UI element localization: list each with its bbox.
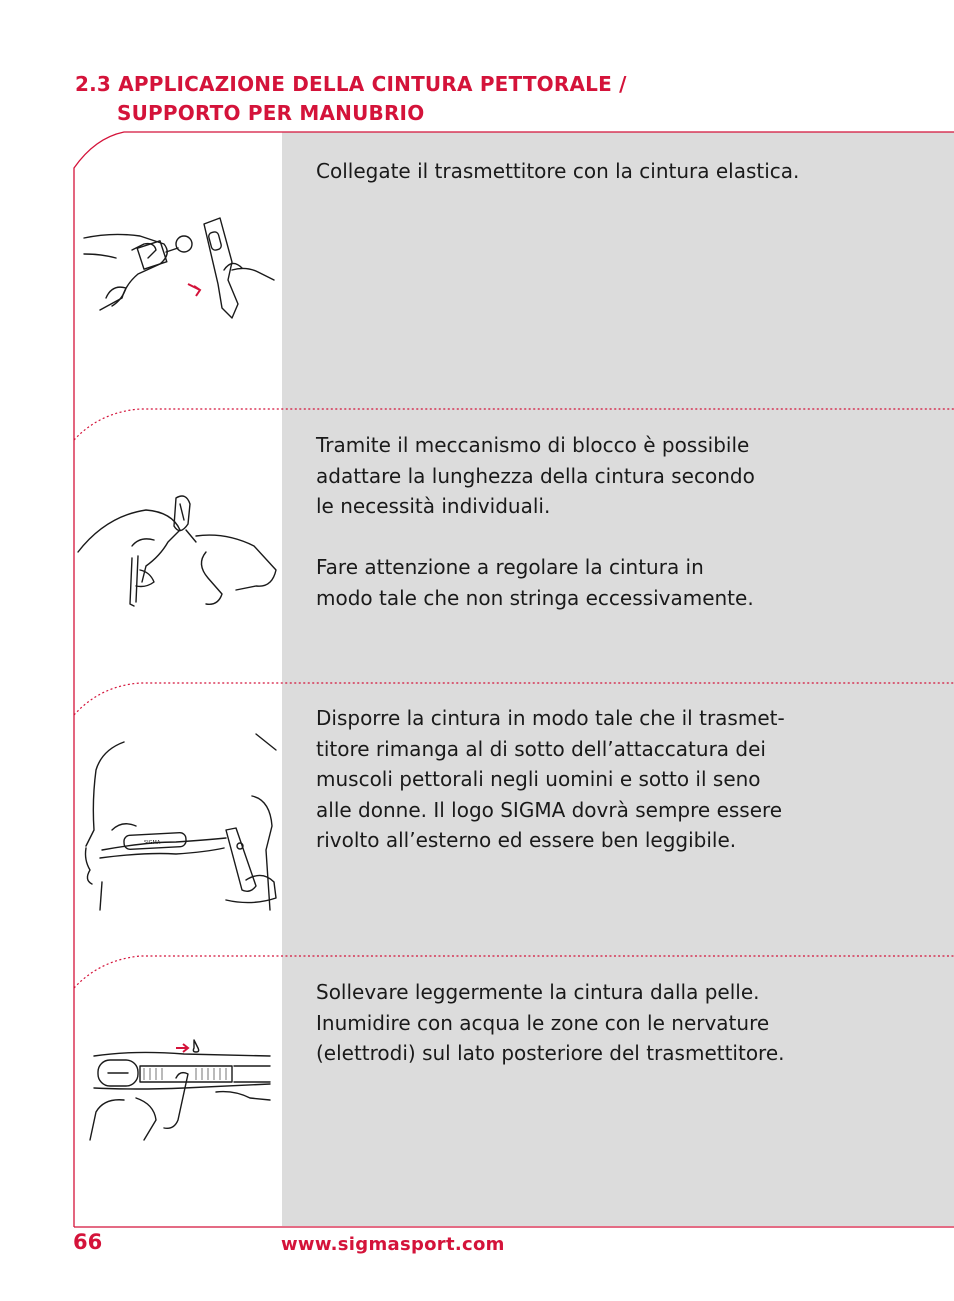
section-title-line-2: SUPPORTO PER MANUBRIO [117, 101, 425, 125]
step-4-text: Sollevare leggermente la cintura dalla pelle. Inumidire con acqua le zone con le nervature (elettrodi) sul lato posteriore del trasmettitore. [316, 980, 785, 1065]
svg-text:SIGMA: SIGMA [144, 840, 161, 846]
transmitter-attach-illustration [82, 214, 278, 324]
moisten-electrodes-illustration [84, 1030, 274, 1146]
website-link[interactable]: www.sigmasport.com [281, 1234, 505, 1255]
step-1-text: Collegate il trasmettitore con la cintura elastica. [316, 159, 800, 183]
step-2-text: Tramite il meccanismo di blocco è possibile adattare la lunghezza della cintura secondo le necessità individuali. Fare attenzione a regolare la cintura in modo tale che non stringa eccessivamente. [316, 433, 755, 610]
step-3-text: Disporre la cintura in modo tale che il trasmet- titore rimanga al di sotto dell’attaccatura dei muscoli pettorali negli uomini e sotto il seno alle donne. Il logo SIGMA dovrà sempre essere rivolto all’esterno ed essere ben leggibile. [316, 706, 785, 852]
belt-adjust-illustration [76, 490, 280, 614]
page-number: 66 [73, 1230, 103, 1254]
chest-belt-illustration [76, 730, 280, 912]
section-title-line-1: 2.3 APPLICAZIONE DELLA CINTURA PETTORALE / [75, 72, 627, 96]
